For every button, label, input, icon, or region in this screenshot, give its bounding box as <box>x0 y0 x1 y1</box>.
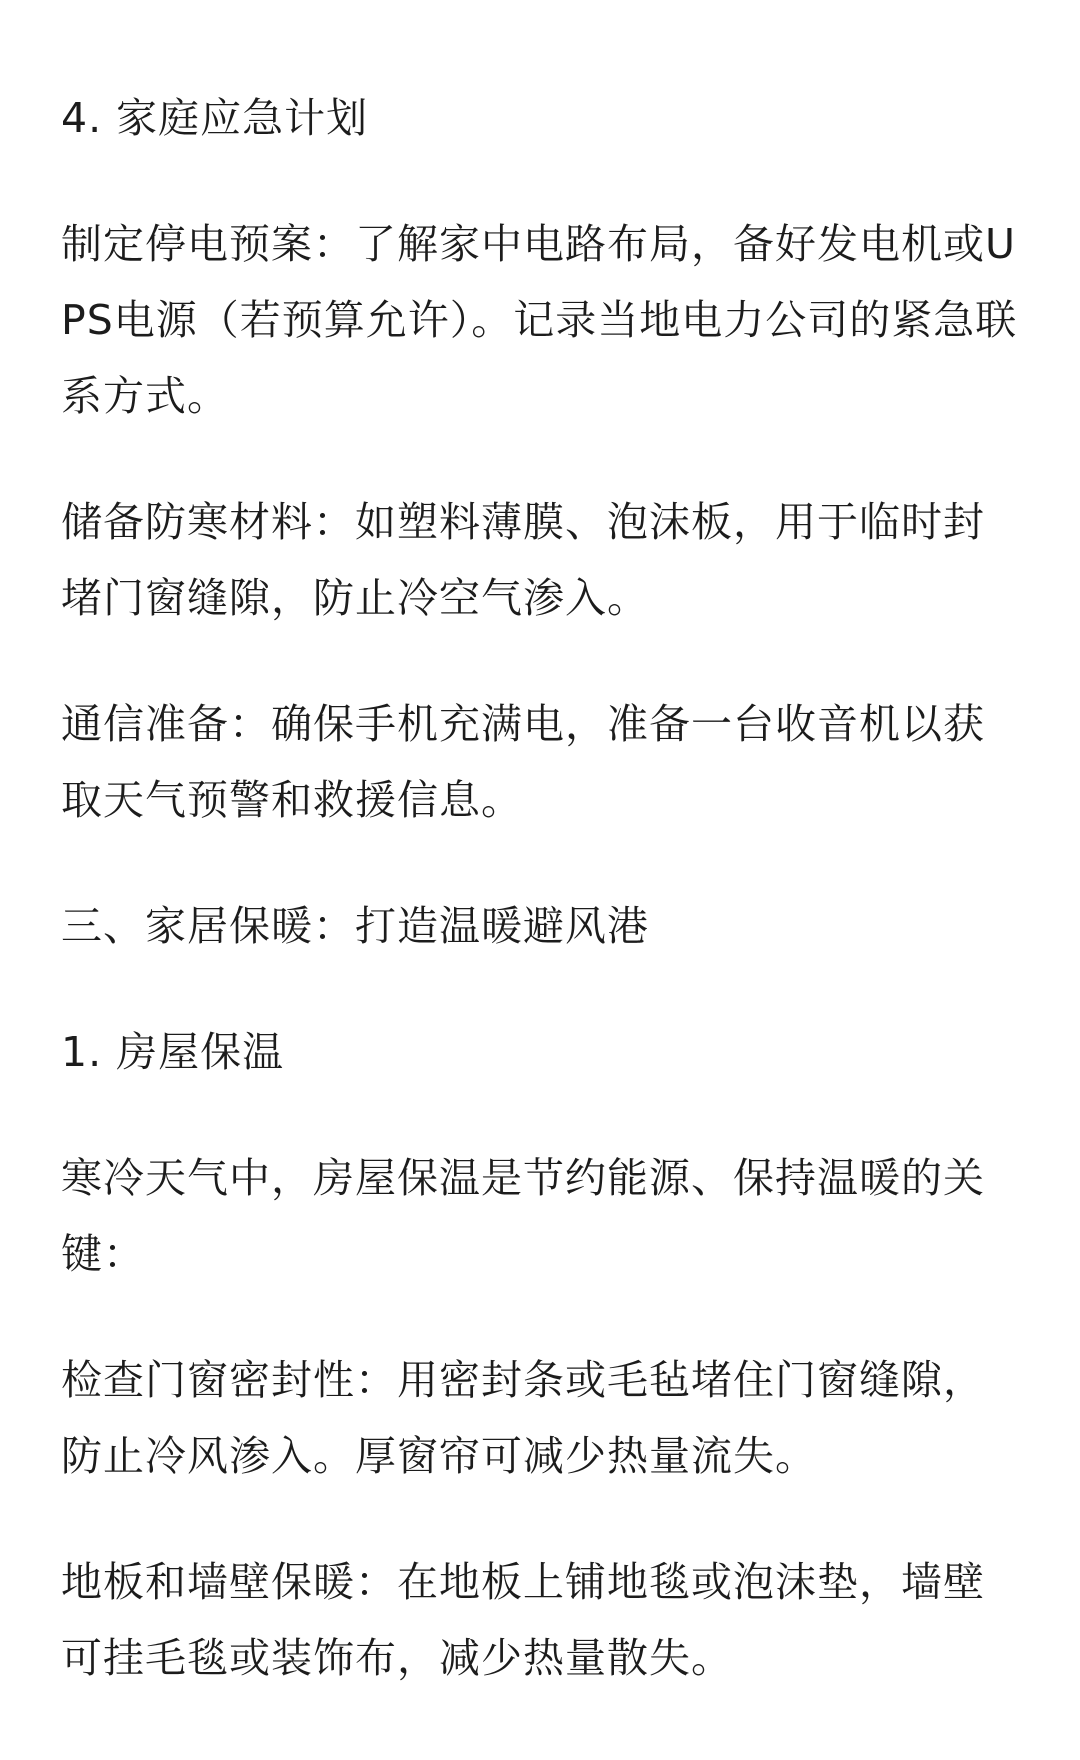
article-body <box>61 80 1021 1696</box>
paragraph-insulation-intro: 寒冷天气中，房屋保温是节约能源、保持温暖的关键： <box>61 1154 985 1278</box>
paragraph-door-window-sealing: 检查门窗密封性：用密封条或毛毡堵住门窗缝隙，防止冷风渗入。厚窗帘可减少热量流失。 <box>61 1356 985 1480</box>
paragraph-cold-protection-materials: 储备防寒材料：如塑料薄膜、泡沫板，用于临时封堵门窗缝隙，防止冷空气渗入。 <box>61 498 985 622</box>
section-heading-family-emergency-plan: 4. 家庭应急计划 <box>61 94 369 142</box>
paragraph-power-outage-plan: 制定停电预案：了解家中电路布局，备好发电机或UPS电源（若预算允许）。记录当地电力公司的紧急联系方式。 <box>61 220 1018 420</box>
section-heading-home-warmth: 三、家居保暖：打造温暖避风港 <box>61 902 649 950</box>
subheading-house-insulation: 1. 房屋保温 <box>61 1028 285 1076</box>
paragraph-communication-prep: 通信准备：确保手机充满电，准备一台收音机以获取天气预警和救援信息。 <box>61 700 985 824</box>
paragraph-floor-wall-warmth: 地板和墙壁保暖：在地板上铺地毯或泡沫垫，墙壁可挂毛毯或装饰布，减少热量散失。 <box>61 1558 985 1682</box>
